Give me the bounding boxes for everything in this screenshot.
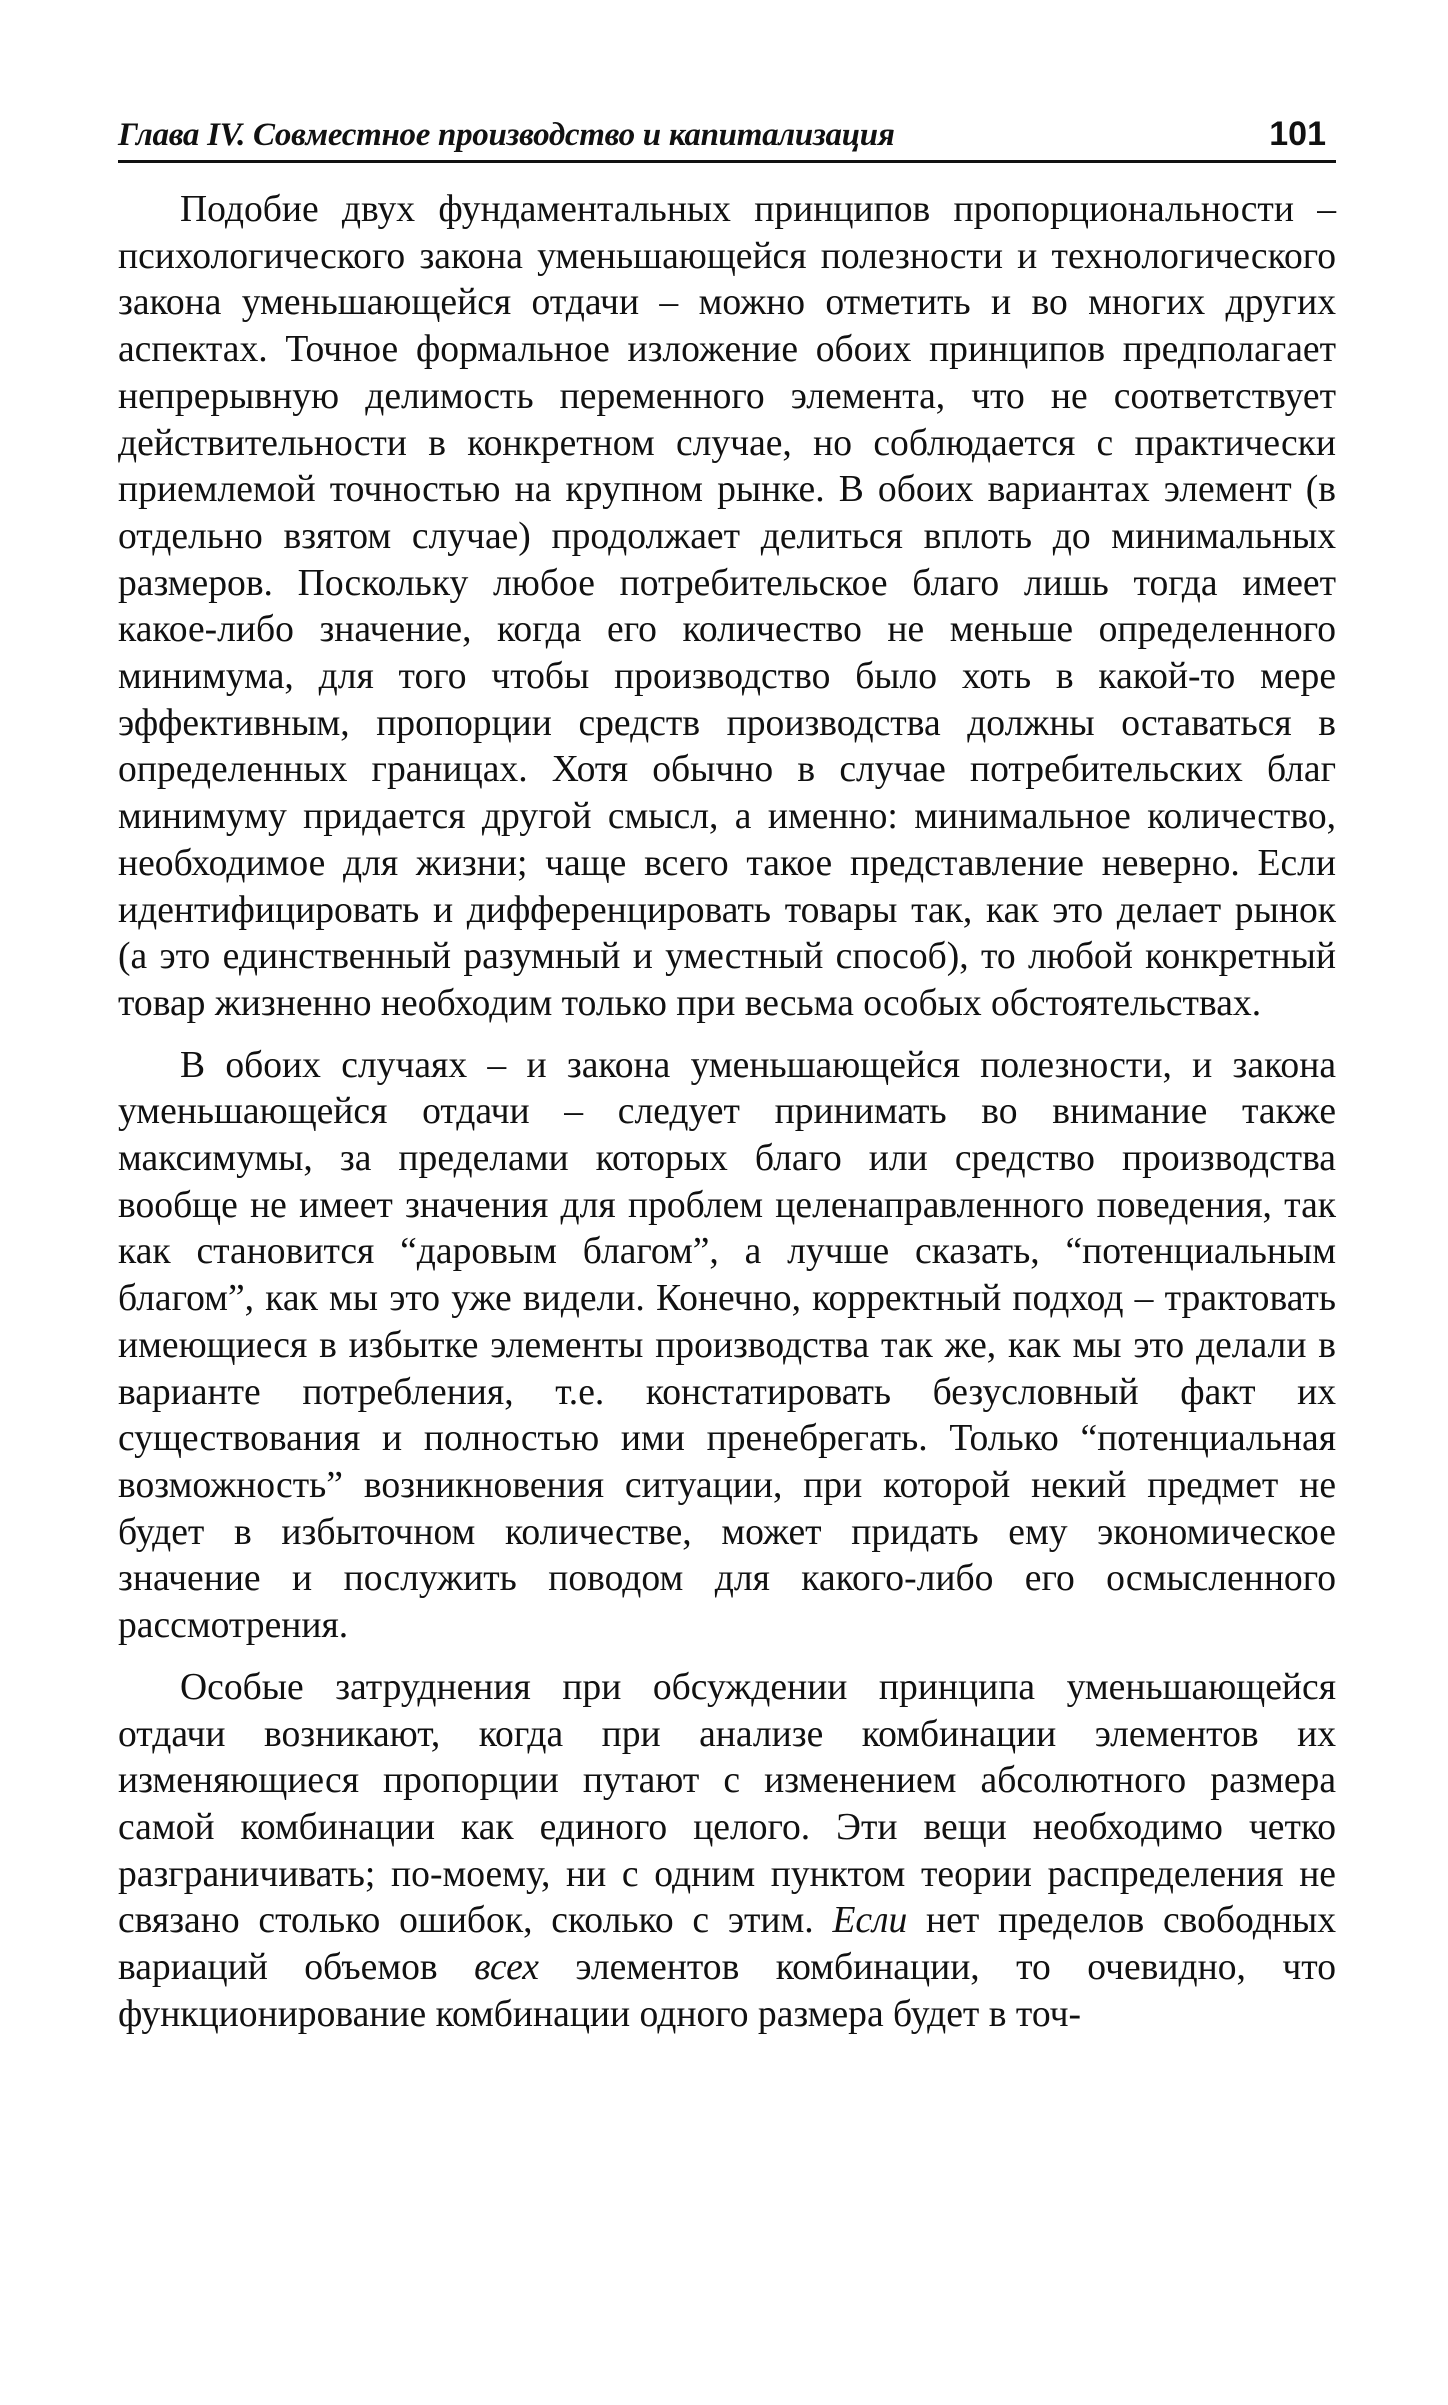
emphasis-vseh: всех (474, 1947, 539, 1989)
emphasis-esli: Если (832, 1900, 908, 1942)
paragraph-3-part-2: нет пределов свободных вариаций объемов (118, 1900, 1337, 1989)
paragraph-3 (118, 1665, 1336, 2039)
paragraph-1: Подобие двух фундаментальных принципов пропорциональности – психологического закона уменьшающейся полезности и технологического закона уменьшающейся отдачи – можно отметить и во многих других аспектах. Точное формальное изложение обоих принципов предполагает непрерывную делимость переменного элемента, что не соответствует действительности в конкретном случае, но соблюдается с практически приемлемой точностью на крупном рынке. В обоих вариантах элемент (в отдельно взятом случае) продолжает делиться вплоть до минимальных размеров. Поскольку любое потребительское благо лишь тогда имеет какое-либо значение, когда его количество не меньше определенного минимума, для того чтобы производство было хоть в какой-то мере эффективным, пропорции средств производства должны оставаться в определенных границах. Хотя обычно в случае потребительских благ минимуму придается другой смысл, а именно: минимальное количество, необходимое для жизни; чаще всего такое представление неверно. Если идентифицировать и дифференцировать товары так, как это делает рынок (а это единственный разумный и уместный способ), то любой конкретный товар жизненно необходим только при весьма особых обстоятельствах. (118, 189, 1336, 1024)
running-header (118, 100, 1336, 163)
paragraph-2: В обоих случаях – и закона уменьшающейся полезности, и закона уменьшающейся отдачи – следует принимать во внимание также максимумы, за пределами которых благо или средство производства вообще не имеет значения для проблем целенаправленного поведения, так как становится “даровым благом”, а лучше сказать, “потенциальным благом”, как мы это уже видели. Конечно, корректный подход – трактовать имеющиеся в избытке элементы производства так же, как мы это делали в варианте потребления, т.е. констатировать безусловный факт их существования и полностью ими пренебрегать. Только “потенциальная возможность” возникновения ситуации, при которой некий предмет не будет в избыточном количестве, может придать ему экономическое значение и послужить поводом для какого-либо его осмысленного рассмотрения. (118, 1044, 1336, 1647)
body-text (118, 187, 1336, 2038)
running-title: Глава IV. Совместное производство и капитализация (118, 117, 895, 153)
page-number: 101 (1269, 115, 1326, 153)
paragraph-3-part-3: элементов комбинации, то очевидно, что функционирование комбинации одного размера будет в точ- (118, 1947, 1336, 2035)
paragraph-3-part-1: Особые затруднения при обсуждении принципа уменьшающейся отдачи возникают, когда при анализе комбинации элементов их изменяющиеся пропорции путают с изменением абсолютного размера самой комбинации как единого целого. Эти вещи необходимо четко разграничивать; по-моему, ни с одним пунктом теории распределения не связано столько ошибок, сколько с этим. (118, 1666, 1336, 1942)
book-page (118, 100, 1336, 2038)
